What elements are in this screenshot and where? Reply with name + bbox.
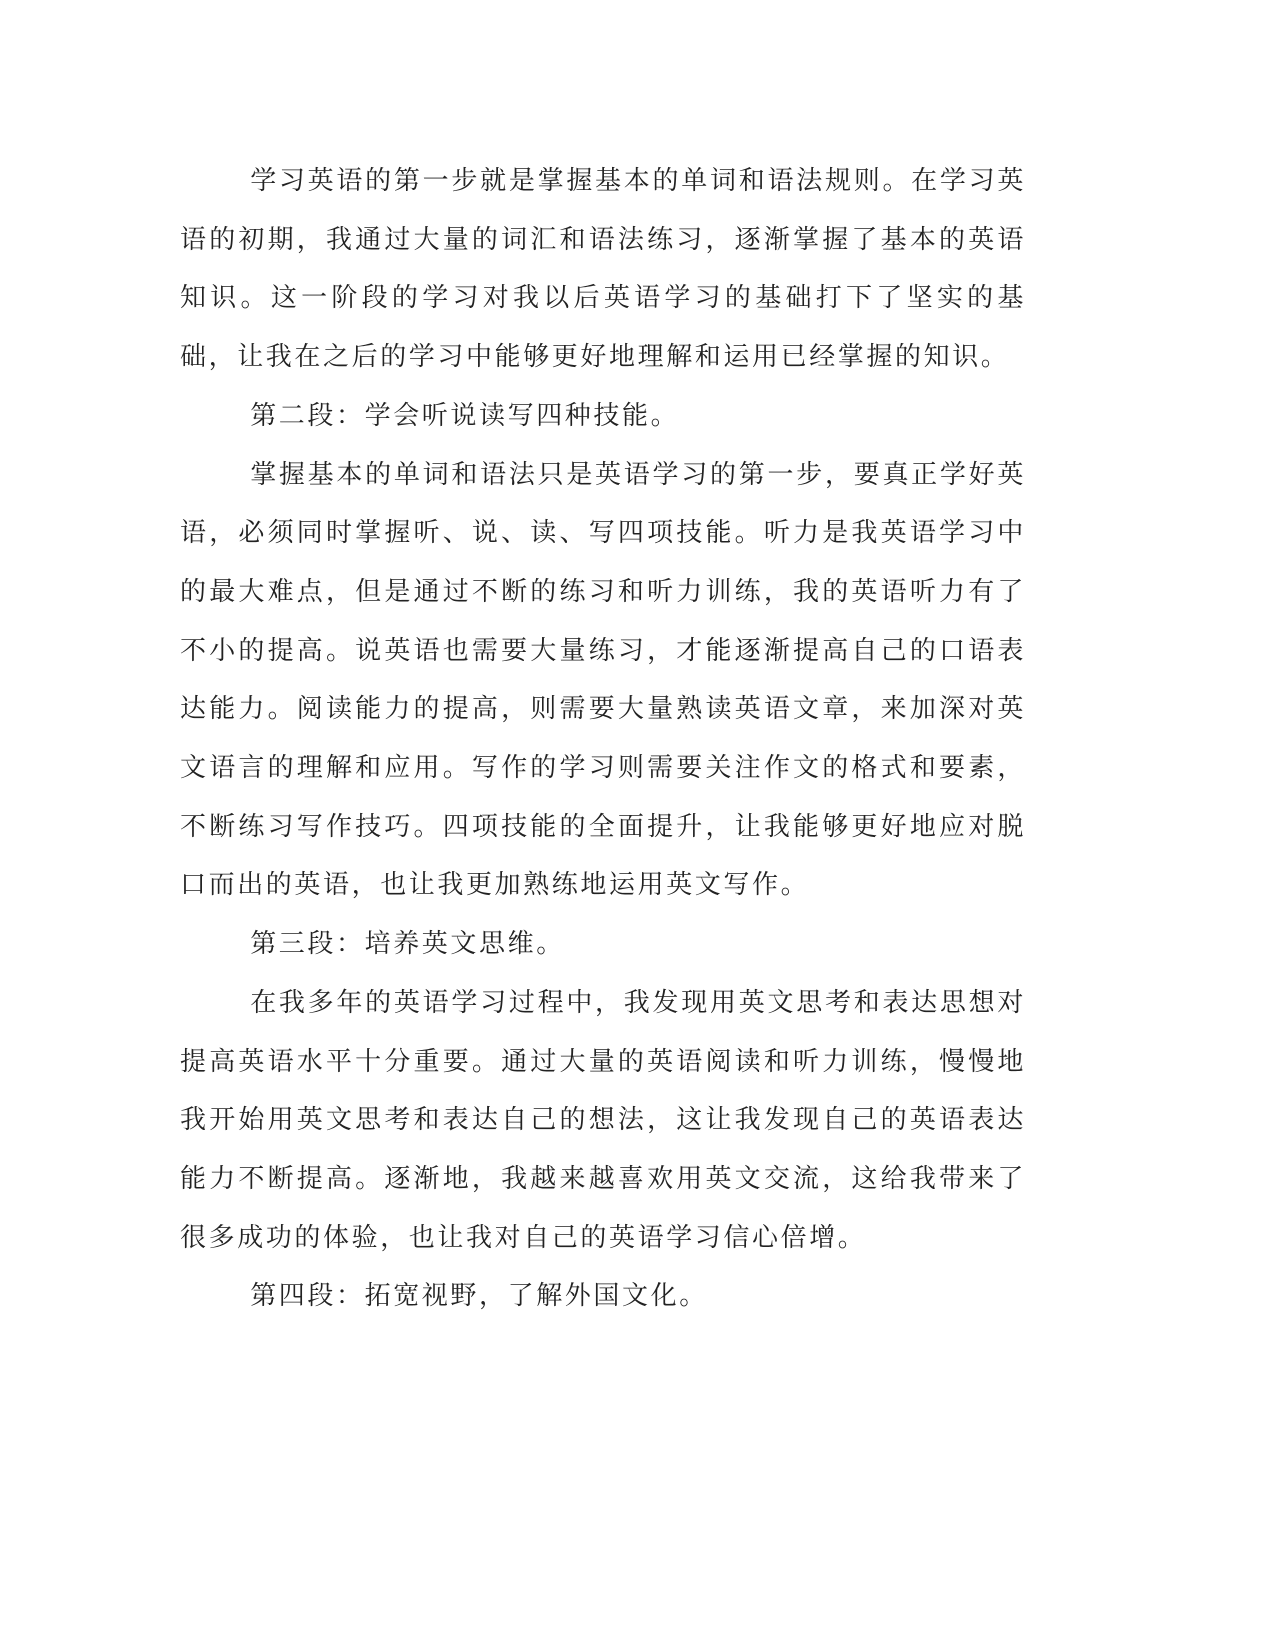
body-paragraph-skills: 掌握基本的单词和语法只是英语学习的第一步，要真正学好英语，必须同时掌握听、说、读、写四项技能。听力是我英语学习中的最大难点，但是通过不断的练习和听力训练，我的英语听力有了不小的提高。说英语也需要大量练习，才能逐渐提高自己的口语表达能力。阅读能力的提高，则需要大量熟读英语文章，来加深对英文语言的理解和应用。写作的学习则需要关注作文的格式和要素，不断练习写作技巧。四项技能的全面提升，让我能够更好地应对脱口而出的英语，也让我更加熟练地运用英文写作。 — [180, 459, 1026, 901]
section-heading-2: 第二段：学会听说读写四种技能。 — [250, 400, 680, 431]
document-body — [180, 152, 1026, 1326]
section-heading-4: 第四段：拓宽视野，了解外国文化。 — [250, 1281, 708, 1312]
section-heading-3: 第三段：培养英文思维。 — [250, 929, 565, 960]
body-paragraph-basics: 学习英语的第一步就是掌握基本的单词和语法规则。在学习英语的初期，我通过大量的词汇和语法练习，逐渐掌握了基本的英语知识。这一阶段的学习对我以后英语学习的基础打下了坚实的基础，让我在之后的学习中能够更好地理解和运用已经掌握的知识。 — [180, 166, 1026, 373]
body-paragraph-thinking: 在我多年的英语学习过程中，我发现用英文思考和表达思想对提高英语水平十分重要。通过大量的英语阅读和听力训练，慢慢地我开始用英文思考和表达自己的想法，这让我发现自己的英语表达能力不断提高。逐渐地，我越来越喜欢用英文交流，这给我带来了很多成功的体验，也让我对自己的英语学习信心倍增。 — [180, 987, 1026, 1253]
